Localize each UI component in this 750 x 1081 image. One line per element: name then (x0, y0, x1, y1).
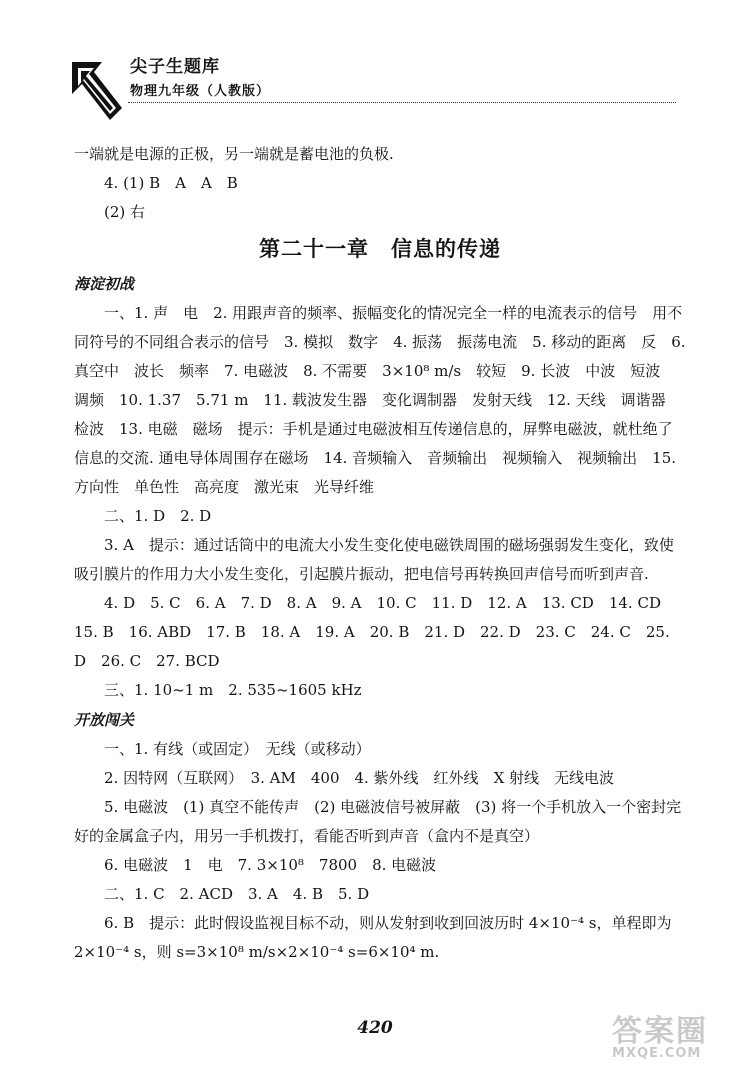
section-title: 海淀初战 (74, 275, 135, 293)
text-line: 4. (1) B A A B (104, 174, 238, 192)
page-header (68, 52, 678, 132)
section-title: 开放闯关 (74, 711, 135, 729)
watermark-url: MXQE.COM (612, 1046, 702, 1061)
answer-paragraph: 6. 电磁波 1 电 7. 3×10⁸ 7800 8. 电磁波 (104, 856, 437, 874)
answer-content (74, 140, 686, 967)
answer-paragraph: 3. A 提示：通过话筒中的电流大小发生变化使电磁铁周围的磁场强弱发生变化，致使吸引膜片的作用力大小发生变化，引起膜片振动，把电信号再转换回声信号而听到声音. (74, 536, 674, 583)
chapter-title: 第二十一章 信息的传递 (259, 237, 501, 261)
answer-paragraph: 三、1. 10~1 m 2. 535~1605 kHz (104, 681, 362, 699)
watermark (612, 1006, 708, 1061)
answer-paragraph: 一、1. 声 电 2. 用跟声音的频率、振幅变化的情况完全一样的电流表示的信号 用不同符号的不同组合表示的信号 3. 模拟 数字 4. 振荡 振荡电流 5. 移动的距离 反 6. 真空中 波长 频率 7. 电磁波 8. 不需要 3×10⁸ m/s 较短 9. 长波 中波 短波 调频 10. 1.37 5.71 m 11. 载波发生器 变化调制器 发射天线 12. 天线 调谐器 检波 13. 电磁 磁场 提示：手机是通过电磁波相互传递信息的，屏弊电磁波，就杜绝了信息的交流. 通电导体周围存在磁场 14. 音频输入 音频输出 视频输入 视频输出 15. 方向性 单色性 高亮度 激光束 光导纤维 (74, 304, 686, 496)
arrow-logo-icon (68, 58, 124, 126)
answer-paragraph: 4. D 5. C 6. A 7. D 8. A 9. A 10. C 11. D 12. A 13. CD 14. CD 15. B 16. ABD 17. B 18. A 19. A 20. B 21. D 22. D 23. C 24. C 25. D 26. C 27. BCD (74, 594, 676, 670)
answer-paragraph: 2. 因特网（互联网） 3. AM 400 4. 紫外线 红外线 X 射线 无线电波 (104, 769, 615, 787)
header-rule (128, 102, 676, 103)
watermark-logo: 答案圈 (612, 1014, 708, 1049)
answer-paragraph: 二、1. D 2. D (104, 507, 212, 525)
text-line: (2) 右 (104, 203, 146, 221)
text-line: 一端就是电源的正极，另一端就是蓄电池的负极. (74, 145, 394, 163)
book-edition: 物理九年级（人教版） (130, 84, 271, 99)
page-number: 420 (357, 1018, 393, 1038)
series-title: 尖子生题库 (130, 57, 220, 77)
answer-paragraph: 6. B 提示：此时假设监视目标不动，则从发射到收到回波历时 4×10⁻⁴ s，单程即为 2×10⁻⁴ s，则 s=3×10⁸ m/s×2×10⁻⁴ s=6×10⁴ m. (74, 914, 672, 961)
answer-paragraph: 一、1. 有线（或固定） 无线（或移动） (104, 740, 371, 758)
answer-paragraph: 二、1. C 2. ACD 3. A 4. B 5. D (104, 885, 370, 903)
answer-paragraph: 5. 电磁波 (1) 真空不能传声 (2) 电磁波信号被屏蔽 (3) 将一个手机放入一个密封完好的金属盒子内，用另一手机拨打，看能否听到声音（盒内不是真空） (74, 798, 682, 845)
